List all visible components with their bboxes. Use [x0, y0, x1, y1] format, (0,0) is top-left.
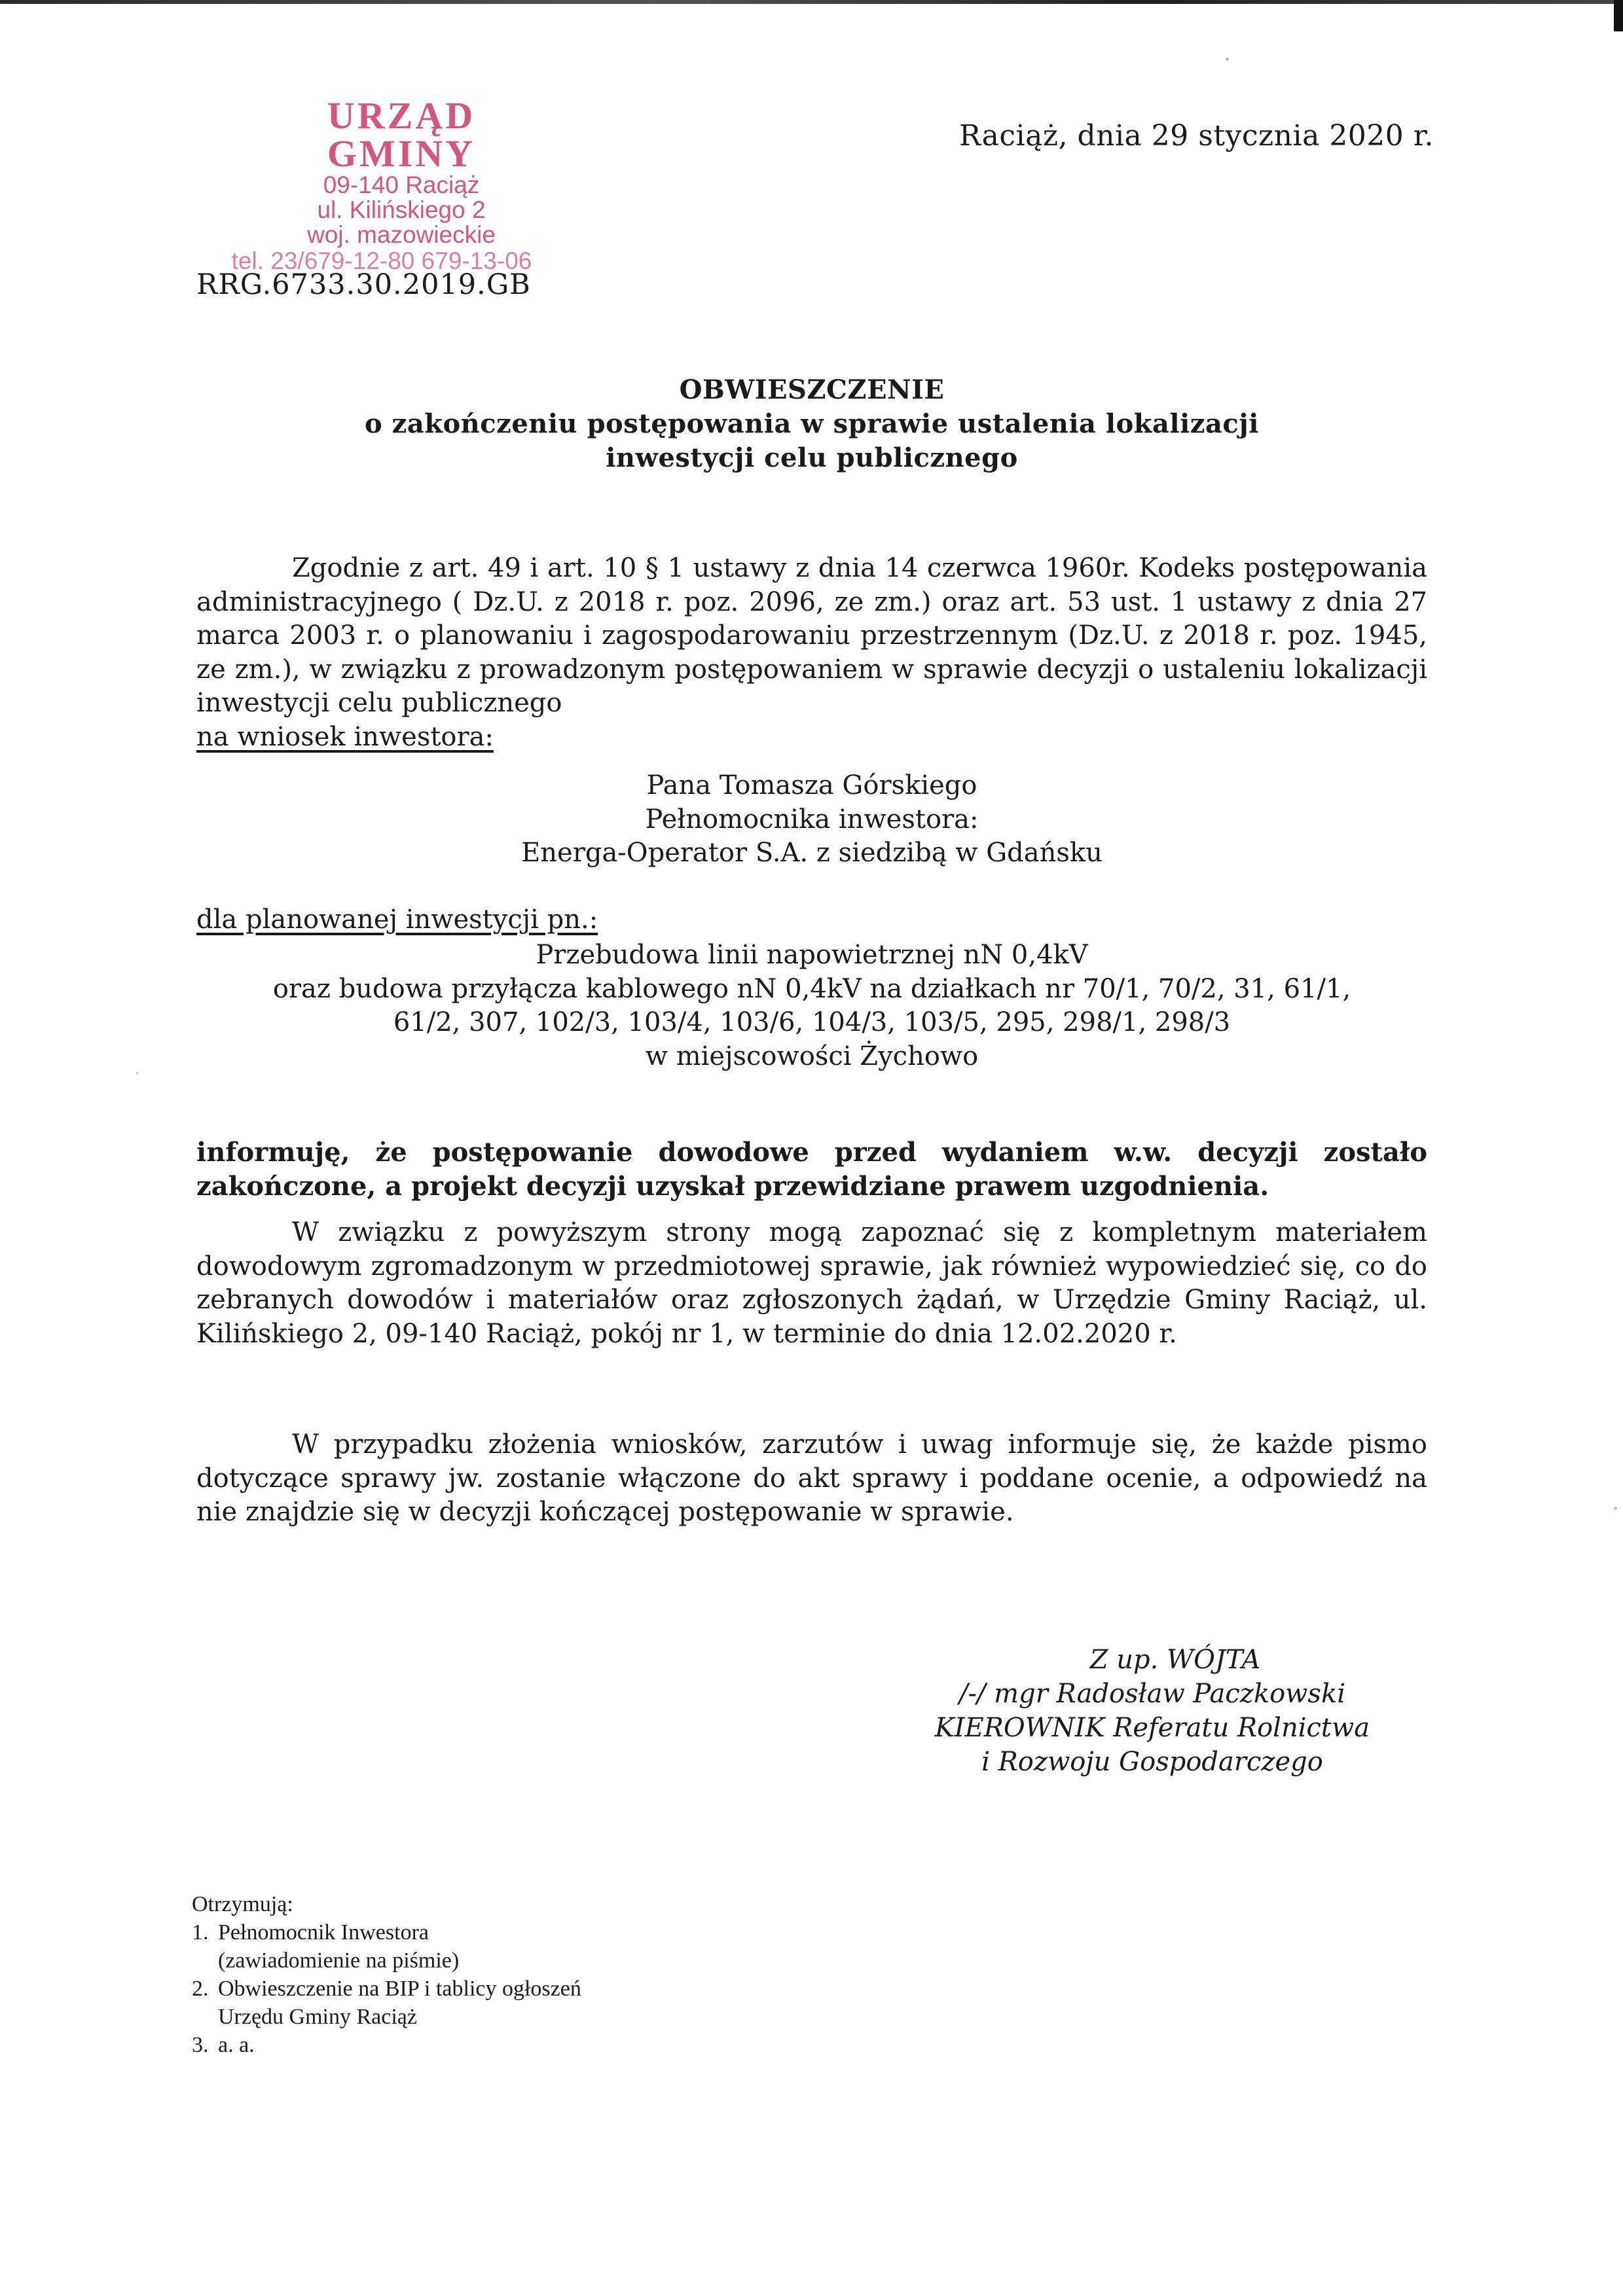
objections-paragraph — [196, 1428, 1427, 1530]
investment-label: dla planowanej inwestycji pn.: — [196, 905, 598, 935]
investor-role: Pełnomocnika inwestora: — [645, 804, 979, 834]
investor-name: Pana Tomasza Górskiego — [646, 770, 977, 800]
investment-block — [196, 939, 1427, 1073]
document-subtitle-2: inwestycji celu publicznego — [606, 442, 1018, 473]
scan-speck — [1226, 58, 1229, 61]
review-text: W związku z powyższym strony mogą zapoznać się z kompletnym materiałem dowodowym zgromadzonym w przedmiotowej sprawie, jak również wypowiedzieć się, co do zebranych dowodów i materiałów oraz zgłoszonych żądań, w Urzędzie Gminy Raciąż, ul. Kilińskiego 2, 09-140 Raciąż, pokój nr 1, w terminie do dnia 12.02.2020 r. — [196, 1217, 1427, 1349]
stamp-phone: tel. 23/679-12-80 679-13-06 — [231, 247, 532, 274]
document-subtitle-1: o zakończeniu postępowania w sprawie ustalenia lokalizacji — [365, 408, 1259, 439]
recipient-item: 1. Pełnomocnik Inwestora — [192, 1920, 429, 1945]
signature-authority: Z up. WÓJTA — [1089, 1645, 1261, 1675]
signature-name: /-/ mgr Radosław Paczkowski — [959, 1679, 1345, 1709]
recipient-item: 2. Obwieszczenie na BIP i tablicy ogłoszeń — [192, 1977, 581, 2001]
office-stamp — [231, 94, 555, 275]
document-date: Raciąż, dnia 29 stycznia 2020 r. — [959, 119, 1434, 152]
recipients-label: Otrzymują: — [192, 1892, 293, 1916]
signature-block — [903, 1643, 1401, 1779]
stamp-title: URZĄD GMINY — [327, 94, 476, 175]
investment-line-2: oraz budowa przyłącza kablowego nN 0,4kV na działkach nr 70/1, 70/2, 31, 61/1, — [272, 973, 1351, 1004]
recipient-item: 3. a. a. — [192, 2033, 255, 2057]
reference-number: RRG.6733.30.2019.GB — [196, 268, 531, 301]
investment-line-3: 61/2, 307, 102/3, 103/4, 103/6, 104/3, 103/5, 295, 298/1, 298/3 — [393, 1007, 1231, 1037]
announcement-statement: informuję, że postępowanie dowodowe przed wydaniem w.w. decyzji zostało zakończone, a projekt decyzji uzyskał przewidziane prawem uzgodnienia. — [196, 1137, 1427, 1202]
investment-line-1: Przebudowa linii napowietrznej nN 0,4kV — [536, 940, 1088, 970]
recipients-list — [192, 1890, 581, 2059]
scan-speck — [136, 1072, 138, 1074]
signature-department: i Rozwoju Gospodarczego — [981, 1747, 1323, 1777]
intro-paragraph — [196, 552, 1427, 754]
applicant-label: na wniosek inwestora: — [196, 721, 494, 752]
document-title: OBWIESZCZENIE — [679, 374, 945, 405]
intro-text: Zgodnie z art. 49 i art. 10 § 1 ustawy z dnia 14 czerwca 1960r. Kodeks postępowania administracyjnego ( Dz.U. z 2018 r. poz. 2096, ze zm.) oraz art. 53 ust. 1 ustawy z dnia 27 marca 2003 r. o planowaniu i zagospodarowaniu przestrzennym (Dz.U. z 2018 r. poz. 1945, ze zm.), w związku z prowadzonym postępowaniem w sprawie decyzji o ustaleniu lokalizacji inwestycji celu publicznego — [196, 553, 1427, 718]
stamp-postal: 09-140 Raciąż — [323, 171, 480, 198]
recipient-item-note: Urzędu Gminy Raciąż — [218, 2005, 417, 2029]
investor-company: Energa-Operator S.A. z siedzibą w Gdańsku — [521, 838, 1103, 868]
stamp-voivodeship: woj. mazowieckie — [307, 221, 496, 248]
review-paragraph — [196, 1216, 1427, 1351]
objections-text: W przypadku złożenia wniosków, zarzutów i uwag informuje się, że każde pismo dotyczące sprawy jw. zostanie włączone do akt sprawy i poddane ocenie, a odpowiedź na nie znajdzie się w decyzji kończącej postępowanie w sprawie. — [196, 1429, 1427, 1527]
scan-speck — [1614, 1507, 1617, 1510]
recipient-item-note: (zawiadomienie na piśmie) — [218, 1948, 460, 1973]
investor-block — [196, 769, 1427, 870]
signature-position: KIEROWNIK Referatu Rolnictwa — [934, 1713, 1370, 1743]
investment-line-4: w miejscowości Żychowo — [645, 1041, 979, 1071]
document-heading — [196, 373, 1427, 475]
stamp-street: ul. Kilińskiego 2 — [317, 196, 486, 223]
